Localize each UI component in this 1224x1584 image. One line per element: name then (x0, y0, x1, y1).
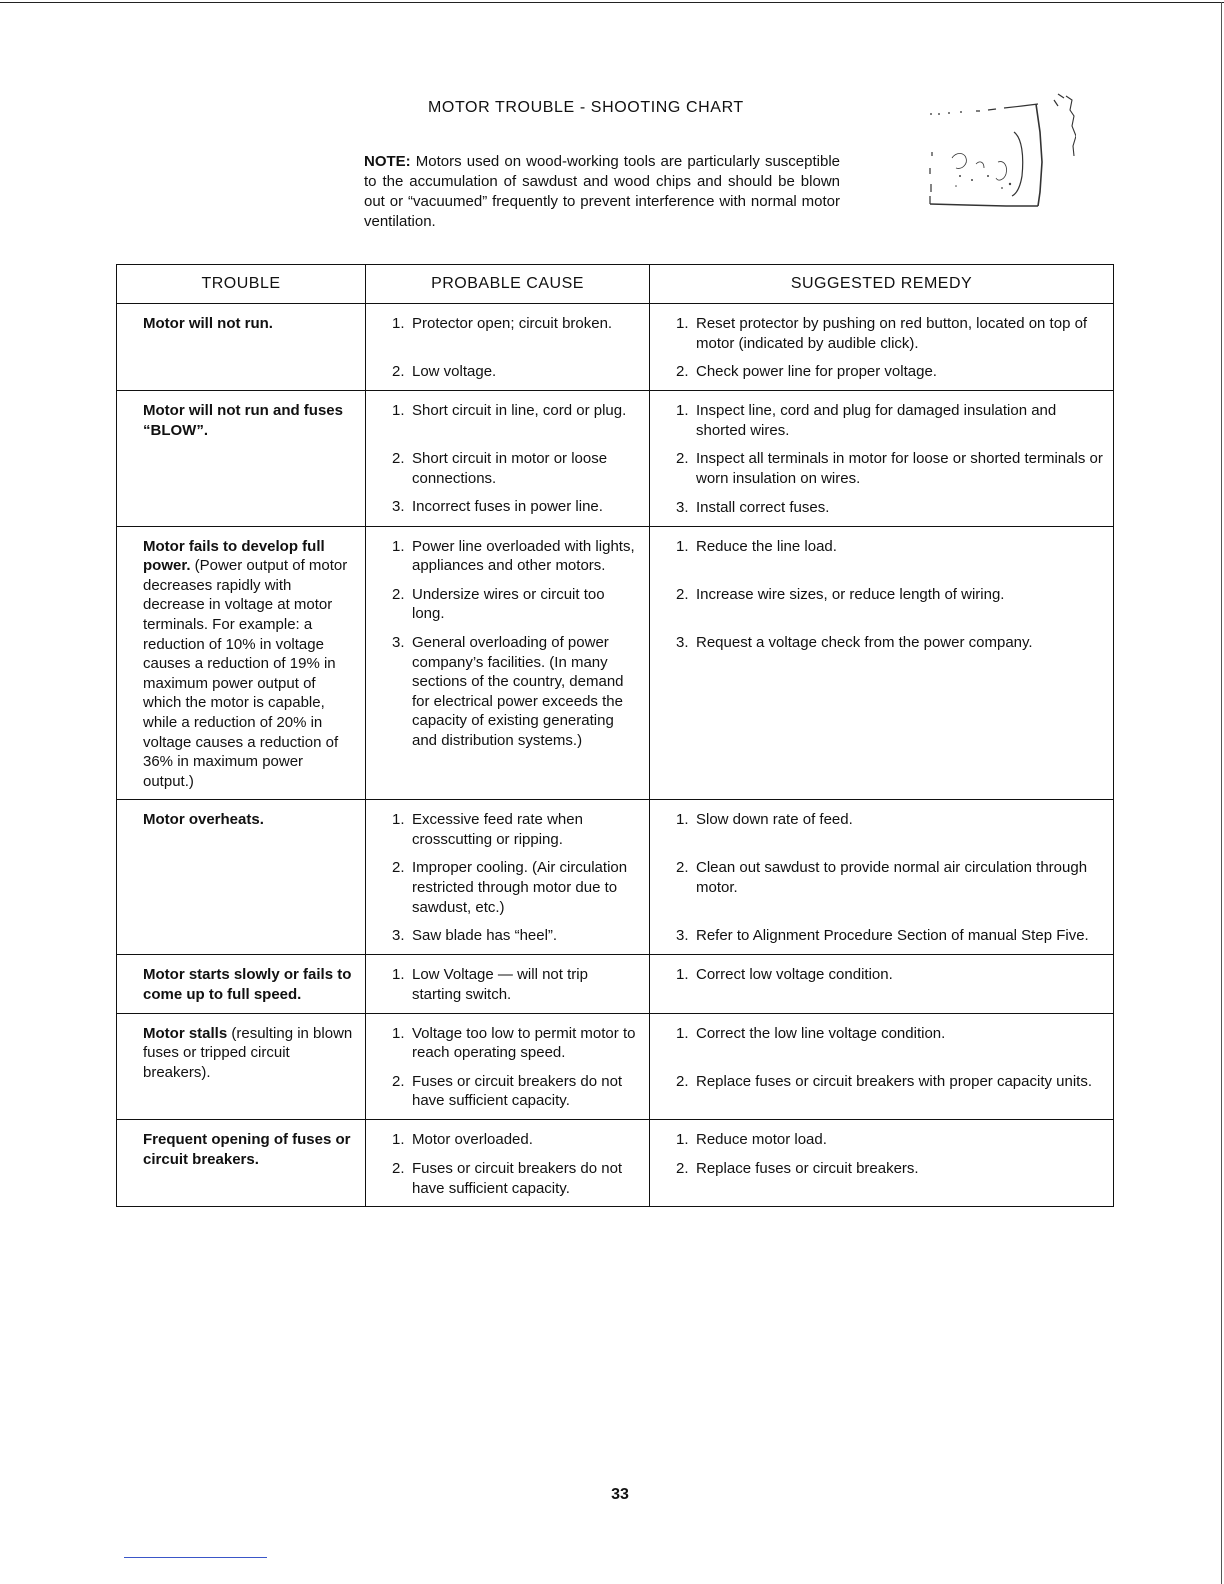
note-paragraph (364, 152, 840, 232)
remedy-item-number: 2. (676, 1160, 689, 1178)
table-row (117, 800, 1114, 955)
probable-cause-cell (366, 526, 650, 800)
cause-item (392, 314, 639, 353)
trouble-cell (117, 800, 366, 955)
suggested-remedy-cell (650, 391, 1114, 526)
cause-item-number: 3. (392, 633, 405, 651)
remedy-item (676, 362, 1103, 382)
table-row (117, 304, 1114, 391)
note-label: NOTE: (364, 153, 411, 170)
cause-item-number: 2. (392, 859, 405, 877)
remedy-item-text: Correct the low line voltage condition. (696, 1024, 946, 1042)
trouble-cell (117, 304, 366, 391)
trouble-cell (117, 1013, 366, 1119)
remedy-item (676, 1072, 1103, 1111)
table-row (117, 1120, 1114, 1207)
table-row (117, 391, 1114, 526)
cause-item (392, 965, 639, 1004)
cause-item (392, 858, 639, 917)
header-probable-cause: PROBABLE CAUSE (366, 265, 650, 304)
trouble-description: (Power output of motor decreases rapidly with decrease in voltage at motor terminals. For example: a reduction of 10% in voltage causes a reduction of 19% in maximum power output of which the motor is capable, while a reduction of 20% in voltage causes a reduction of 36% in maximum power output.) (143, 557, 348, 790)
cause-item-number: 2. (392, 450, 405, 468)
remedy-item-number: 1. (676, 315, 689, 332)
remedy-item-text: Inspect all terminals in motor for loose or shorted terminals or worn insulation on wires. (696, 450, 1103, 487)
cause-item-number: 3. (392, 498, 405, 516)
remedy-item-number: 1. (676, 1131, 689, 1149)
remedy-item-number: 1. (676, 402, 689, 420)
trouble-heading: Motor will not run. (143, 315, 273, 332)
probable-cause-cell (366, 391, 650, 526)
cause-item (392, 362, 639, 382)
remedy-item (676, 585, 1103, 624)
cause-item-text: Saw blade has “heel”. (412, 927, 558, 945)
remedy-item-number: 2. (676, 450, 689, 468)
remedy-item-text: Slow down rate of feed. (696, 811, 853, 829)
trouble-cell (117, 955, 366, 1013)
cause-item-text: Fuses or circuit breakers do not have sufficient capacity. (412, 1072, 623, 1110)
trouble-heading: Motor stalls (143, 1024, 228, 1042)
remedy-item (676, 537, 1103, 576)
suggested-remedy-cell (650, 526, 1114, 800)
suggested-remedy-cell (650, 304, 1114, 391)
page-number: 33 (611, 1486, 629, 1503)
cause-item-text: Excessive feed rate when crosscutting or ripping. (412, 811, 583, 848)
remedy-item-text: Correct low voltage condition. (696, 966, 893, 984)
cause-item (392, 1072, 639, 1111)
troubleshooting-table (116, 264, 1114, 1207)
remedy-item-number: 2. (676, 585, 689, 603)
remedy-item-text: Increase wire sizes, or reduce length of wiring. (696, 585, 1005, 603)
remedy-item-number: 2. (676, 1072, 689, 1090)
table-row (117, 526, 1114, 800)
table-row (117, 955, 1114, 1013)
cause-item-number: 1. (392, 811, 405, 829)
cause-item-text: Motor overloaded. (412, 1131, 533, 1149)
trouble-cell (117, 391, 366, 526)
page-title: MOTOR TROUBLE - SHOOTING CHART (428, 99, 744, 116)
cause-item (392, 1024, 639, 1063)
trouble-heading: Frequent opening of fuses or circuit breakers. (143, 1131, 351, 1168)
trouble-description: (resulting in blown fuses or tripped circuit breakers). (143, 1024, 353, 1081)
table-header-row (117, 265, 1114, 304)
remedy-item (676, 498, 1103, 518)
note-text: Motors used on wood-working tools are particularly susceptible to the accumulation of sawdust and wood chips and should be blown out or “vacuumed” frequently to prevent interference with normal motor ventilation. (364, 153, 841, 230)
remedy-item-text: Reduce the line load. (696, 537, 837, 555)
remedy-item-number: 3. (676, 633, 689, 651)
probable-cause-cell (366, 1120, 650, 1207)
probable-cause-cell (366, 304, 650, 391)
remedy-item (676, 965, 1103, 1004)
cause-item-text: Incorrect fuses in power line. (412, 498, 603, 516)
cause-item-number: 2. (392, 585, 405, 603)
remedy-item-text: Reset protector by pushing on red button, located on top of motor (indicated by audible click). (696, 315, 1088, 352)
remedy-item-text: Refer to Alignment Procedure Section of manual Step Five. (696, 927, 1089, 945)
cause-item-text: Improper cooling. (Air circulation restricted through motor due to sawdust, etc.) (412, 859, 628, 916)
cause-item-number: 2. (392, 1072, 405, 1090)
remedy-item-number: 3. (676, 498, 689, 516)
cause-item-number: 1. (392, 537, 405, 555)
remedy-item-text: Install correct fuses. (696, 498, 830, 516)
remedy-item (676, 1130, 1103, 1150)
cause-item-text: Voltage too low to permit motor to reach operating speed. (412, 1024, 636, 1062)
suggested-remedy-cell (650, 1120, 1114, 1207)
suggested-remedy-cell (650, 1013, 1114, 1119)
remedy-item-number: 1. (676, 1024, 689, 1042)
cause-item (392, 449, 639, 488)
cause-item-number: 3. (392, 927, 405, 945)
remedy-item-text: Replace fuses or circuit breakers. (696, 1160, 919, 1178)
remedy-item (676, 810, 1103, 849)
suggested-remedy-cell (650, 955, 1114, 1013)
cause-item (392, 497, 639, 517)
remedy-item-number: 2. (676, 363, 689, 381)
cause-item-number: 2. (392, 363, 405, 380)
cause-item-text: Protector open; circuit broken. (412, 315, 613, 332)
footnote-rule (124, 1557, 267, 1558)
probable-cause-cell (366, 1013, 650, 1119)
right-border-line (1221, 2, 1222, 1584)
cause-item-number: 2. (392, 1160, 405, 1178)
stamp-mark-icon (926, 92, 1076, 222)
header-trouble: TROUBLE (117, 265, 366, 304)
cause-item-number: 1. (392, 1131, 405, 1149)
suggested-remedy-cell (650, 800, 1114, 955)
cause-item (392, 1130, 639, 1150)
remedy-item-text: Reduce motor load. (696, 1131, 827, 1149)
remedy-item (676, 314, 1103, 353)
header-suggested-remedy: SUGGESTED REMEDY (650, 265, 1114, 304)
remedy-item (676, 449, 1103, 488)
remedy-item (676, 401, 1103, 440)
trouble-cell (117, 1120, 366, 1207)
remedy-item-number: 2. (676, 859, 689, 877)
remedy-item (676, 633, 1103, 751)
cause-item-number: 1. (392, 402, 405, 420)
cause-item-number: 1. (392, 1024, 405, 1042)
remedy-item-text: Replace fuses or circuit breakers with proper capacity units. (696, 1072, 1093, 1090)
trouble-heading: Motor starts slowly or fails to come up to full speed. (143, 966, 352, 1004)
cause-item-text: Fuses or circuit breakers do not have sufficient capacity. (412, 1160, 623, 1197)
trouble-heading: Motor overheats. (143, 811, 264, 829)
remedy-item-text: Request a voltage check from the power company. (696, 633, 1033, 651)
trouble-cell (117, 526, 366, 800)
remedy-item-number: 3. (676, 927, 689, 945)
table-row (117, 1013, 1114, 1119)
remedy-item (676, 858, 1103, 917)
cause-item-number: 1. (392, 966, 405, 984)
cause-item (392, 633, 639, 751)
remedy-item-text: Clean out sawdust to provide normal air circulation through motor. (696, 859, 1088, 896)
cause-item-text: General overloading of power company’s facilities. (In many sections of the country, demand for electrical power exceeds the capacity of existing generating and distribution systems.) (412, 633, 624, 749)
cause-item-text: Low Voltage — will not trip starting switch. (412, 966, 588, 1004)
trouble-heading: Motor will not run and fuses “BLOW”. (143, 402, 343, 439)
remedy-item-number: 1. (676, 966, 689, 984)
cause-item-number: 1. (392, 315, 405, 332)
remedy-item (676, 1024, 1103, 1063)
cause-item (392, 1159, 639, 1198)
remedy-item-text: Inspect line, cord and plug for damaged insulation and shorted wires. (696, 402, 1057, 439)
cause-item (392, 585, 639, 624)
probable-cause-cell (366, 955, 650, 1013)
cause-item-text: Short circuit in line, cord or plug. (412, 402, 627, 420)
remedy-item-text: Check power line for proper voltage. (696, 363, 937, 381)
cause-item (392, 926, 639, 946)
cause-item (392, 401, 639, 440)
top-border-line (0, 2, 1224, 3)
remedy-item (676, 1159, 1103, 1198)
cause-item-text: Undersize wires or circuit too long. (412, 585, 605, 623)
cause-item-text: Short circuit in motor or loose connections. (412, 450, 608, 487)
remedy-item-number: 1. (676, 811, 689, 829)
trouble-heading: Motor fails to develop full power. (143, 537, 325, 575)
cause-item (392, 810, 639, 849)
remedy-item (676, 926, 1103, 946)
remedy-item-number: 1. (676, 537, 689, 555)
cause-item-text: Power line overloaded with lights, appliances and other motors. (412, 537, 635, 575)
probable-cause-cell (366, 800, 650, 955)
cause-item-text: Low voltage. (412, 363, 497, 380)
cause-item (392, 537, 639, 576)
